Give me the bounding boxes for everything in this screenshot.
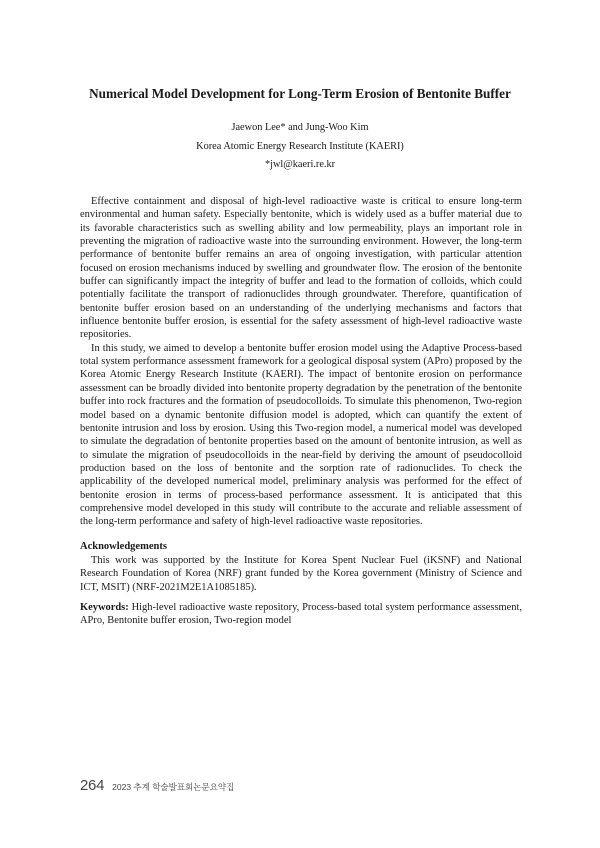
author-list: Jaewon Lee* and Jung-Woo Kim <box>231 122 369 133</box>
author-email: *jwl@kaeri.re.kr <box>264 159 336 170</box>
abstract-paragraph: Effective containment and disposal of high-level radioactive waste is critical to ensure long-term environmental and human safety. Especially bentonite, which is widely used as a buffer material due to its favorable characteristics such as swelling ability and low permeability, plays an important role in preventing the migration of radioactive waste into the surrounding environment. However, the long-term performance of bentonite buffer remains an area of ongoing investigation, with particular attention focused on erosion mechanisms induced by swelling and groundwater flow. The erosion of the bentonite buffer can significantly impact the integrity of buffer and lead to the formation of colloids, which could potentially facilitate the transport of radionuclides through groundwater. Therefore, quantification of bentonite buffer erosion based on an understanding of the underlying mechanisms and factors that influence bentonite buffer erosion, is essential for the safety assessment of high-level radioactive waste repositories. <box>80 196 522 341</box>
page-footer <box>80 777 234 797</box>
proceedings-title: 2023 추계 학술발표회논문요약집 <box>112 782 235 792</box>
author-affiliation: Korea Atomic Energy Research Institute (KAERI) <box>196 141 404 152</box>
acknowledgements-heading: Acknowledgements <box>80 541 167 552</box>
keywords-label: Keywords: <box>80 602 129 613</box>
acknowledgements-text: This work was supported by the Institute for Korea Spent Nuclear Fuel (iKSNF) and National Research Foundation of Korea (NRF) grant funded by the Korea government (Ministry of Science and ICT, MSIT) (NRF-2021M2E1A1085185). <box>80 555 522 593</box>
page-number: 264 <box>80 777 105 794</box>
paper-title: Numerical Model Development for Long-Term Erosion of Bentonite Buffer <box>89 86 511 101</box>
keywords-text: High-level radioactive waste repository, Process-based total system performance assessment, APro, Bentonite buffer erosion, Two-region model <box>80 602 522 627</box>
abstract-paragraph: In this study, we aimed to develop a bentonite buffer erosion model using the Adaptive Process-based total system performance assessment framework for a geological disposal system (APro) proposed by the Korea Atomic Energy Research Institute (KAERI). The impact of bentonite erosion on performance assessment can be broadly divided into bentonite property degradation by the penetration of the bentonite buffer into rock fractures and the formation of pseudocolloids. To simulate this phenomenon, Two-region model based on a dynamic bentonite diffusion model is adopted, which can quantify the extent of bentonite intrusion and loss by erosion. Using this Two-region model, a numerical model was developed to simulate the degradation of bentonite properties based on the amount of bentonite intrusion, as well as to simulate the migration of pseudocolloids in the near-field by deriving the amount of pseudocolloid production based on the loss of bentonite and the sorption rate of radionuclides. To check the applicability of the developed numerical model, preliminary analysis was performed for the effect of bentonite erosion in terms of process-based performance assessment. It is anticipated that this comprehensive model developed in this study will contribute to the accurate and reliable assessment of the long-term performance and safety of high-level radioactive waste repositories. <box>80 342 522 528</box>
keywords <box>80 601 522 628</box>
abstract-body <box>80 195 522 529</box>
